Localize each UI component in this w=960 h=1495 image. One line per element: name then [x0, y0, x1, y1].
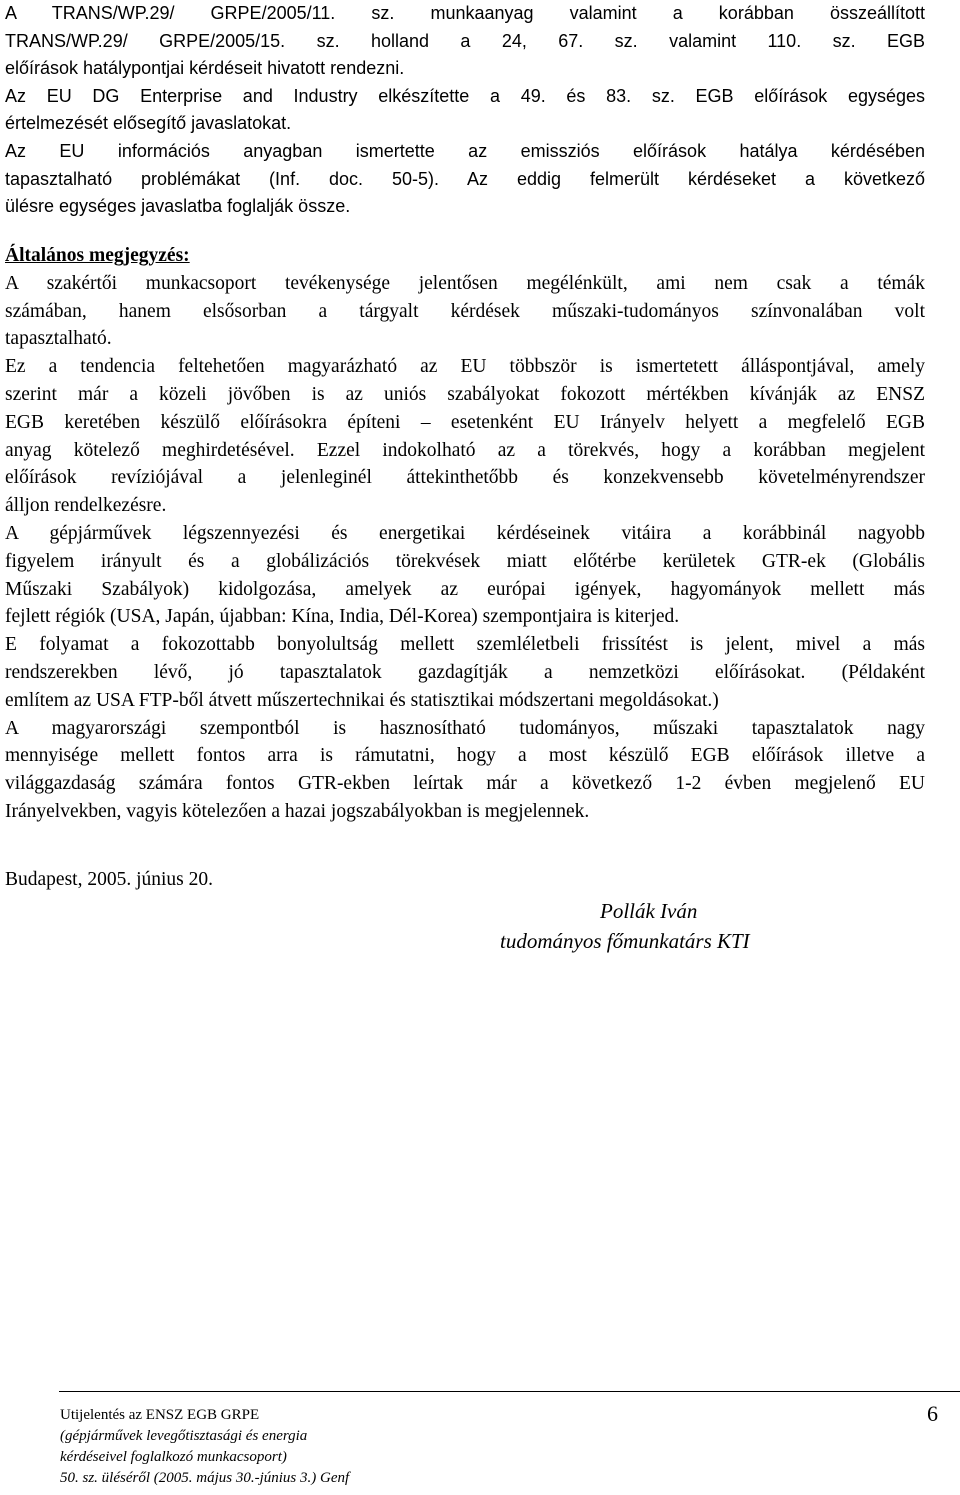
- footer-line: 50. sz. üléséről (2005. május 30.-június 3.) Genf: [60, 1470, 350, 1486]
- text-line: ülésre egységes javaslatba foglalják össze.: [5, 196, 351, 217]
- text-line: szerint már a közeli jövőben is az uniós szabályokat fokozott mértékben kívánják az ENSZ: [5, 383, 925, 405]
- text-line: A magyarországi szempontból is hasznosítható tudományos, műszaki tapasztalatok nagy: [5, 717, 925, 739]
- text-line: rendszerekben lévő, jó tapasztalatok gazdagítják a nemzetközi előírásokat. (Példaként: [5, 661, 925, 683]
- text-line: fejlett régiók (USA, Japán, újabban: Kína, India, Dél-Korea) szempontjaira is kiterjed.: [5, 606, 680, 628]
- section-heading: Általános megjegyzés:: [5, 245, 190, 266]
- text-line: mennyisége mellett fontos arra is rámutatni, hogy a most készülő EGB előírások illetve a: [5, 745, 925, 767]
- footer-line: (gépjárművek levegőtisztasági és energia: [60, 1428, 308, 1444]
- footer-title: Utijelentés az ENSZ EGB GRPE: [60, 1407, 260, 1423]
- text-line: tapasztalható problémákat (Inf. doc. 50-5). Az eddig felmerült kérdéseket a következő: [5, 168, 925, 189]
- text-line: számában, hanem elsősorban a tárgyalt kérdések műszaki-tudományos színvonalában volt: [5, 300, 925, 322]
- intro-section: [5, 0, 925, 221]
- text-line: Az EU DG Enterprise and Industry elkészítette a 49. és 83. sz. EGB előírások egységes: [5, 85, 925, 106]
- text-line: említem az USA FTP-ből átvett műszertechnikai és statisztikai módszertani megoldásokat.): [5, 689, 719, 711]
- text-line: Irányelvekben, vagyis kötelezően a hazai jogszabályokban is megjelennek.: [5, 800, 590, 822]
- text-line: tapasztalható.: [5, 328, 112, 350]
- paragraph: [5, 715, 925, 826]
- text-line: előírások hatálypontjai kérdéseit hivatott rendezni.: [5, 58, 405, 79]
- text-line: Műszaki Szabályok) kidolgozása, amelyek az európai igények, hagyományok mellett más: [5, 578, 925, 600]
- paragraph: [5, 270, 925, 353]
- page-number: 6: [927, 1401, 938, 1426]
- text-line: anyag kötelező meghirdetésével. Ezzel indokolható az a törekvés, hogy a korábban megjelent: [5, 439, 925, 461]
- text-line: értelmezését elősegítő javaslatokat.: [5, 113, 292, 134]
- text-line: előírások revíziójával a jelenleginél áttekinthetőbb és konzekvensebb követelményrendszer: [5, 467, 925, 489]
- page-footer: [60, 1405, 940, 1489]
- text-line: TRANS/WP.29/ GRPE/2005/15. sz. holland a 24, 67. sz. valamint 110. sz. EGB: [5, 30, 925, 51]
- text-line: A szakértői munkacsoport tevékenysége jelentősen megélénkült, ami nem csak a témák: [5, 272, 925, 294]
- text-line: álljon rendelkezésre.: [5, 495, 167, 517]
- text-line: A gépjárművek légszennyezési és energetikai kérdéseinek vitáira a korábbinál nagyobb: [5, 522, 925, 544]
- paragraph: [5, 353, 925, 520]
- text-line: Ez a tendencia feltehetően magyarázható az EU többször is ismertetett álláspontjával, amely: [5, 356, 925, 378]
- footer-divider: [59, 1391, 960, 1392]
- signature-block: [500, 896, 750, 956]
- text-line: E folyamat a fokozottabb bonyolultság mellett szemléletbeli frissítést is jelent, mivel a más: [5, 634, 925, 656]
- text-line: EGB keretében készülő előírásokra építeni – esetenként EU Irányelv helyett a megfelelő EGB: [5, 411, 925, 433]
- general-note-section: [5, 242, 925, 826]
- footer-line: kérdéseivel foglalkozó munkacsoport): [60, 1449, 287, 1465]
- text-line: figyelem irányult és a globálizációs törekvések miatt előtérbe kerületek GTR-ek (Globális: [5, 550, 925, 572]
- text-line: A TRANS/WP.29/ GRPE/2005/11. sz. munkaanyag valamint a korábban összeállított: [5, 3, 925, 23]
- paragraph: [5, 631, 925, 714]
- paragraph: [5, 520, 925, 631]
- text-line: világgazdaság számára fontos GTR-ekben leírtak már a következő 1-2 évben megjelenő EU: [5, 773, 925, 795]
- text-line: Az EU információs anyagban ismertette az emissziós előírások hatálya kérdésében: [5, 140, 925, 161]
- place-date: Budapest, 2005. június 20.: [5, 869, 213, 890]
- signer-role: tudományos főmunkatárs KTI: [500, 929, 750, 953]
- signer-name: Pollák Iván: [600, 899, 698, 923]
